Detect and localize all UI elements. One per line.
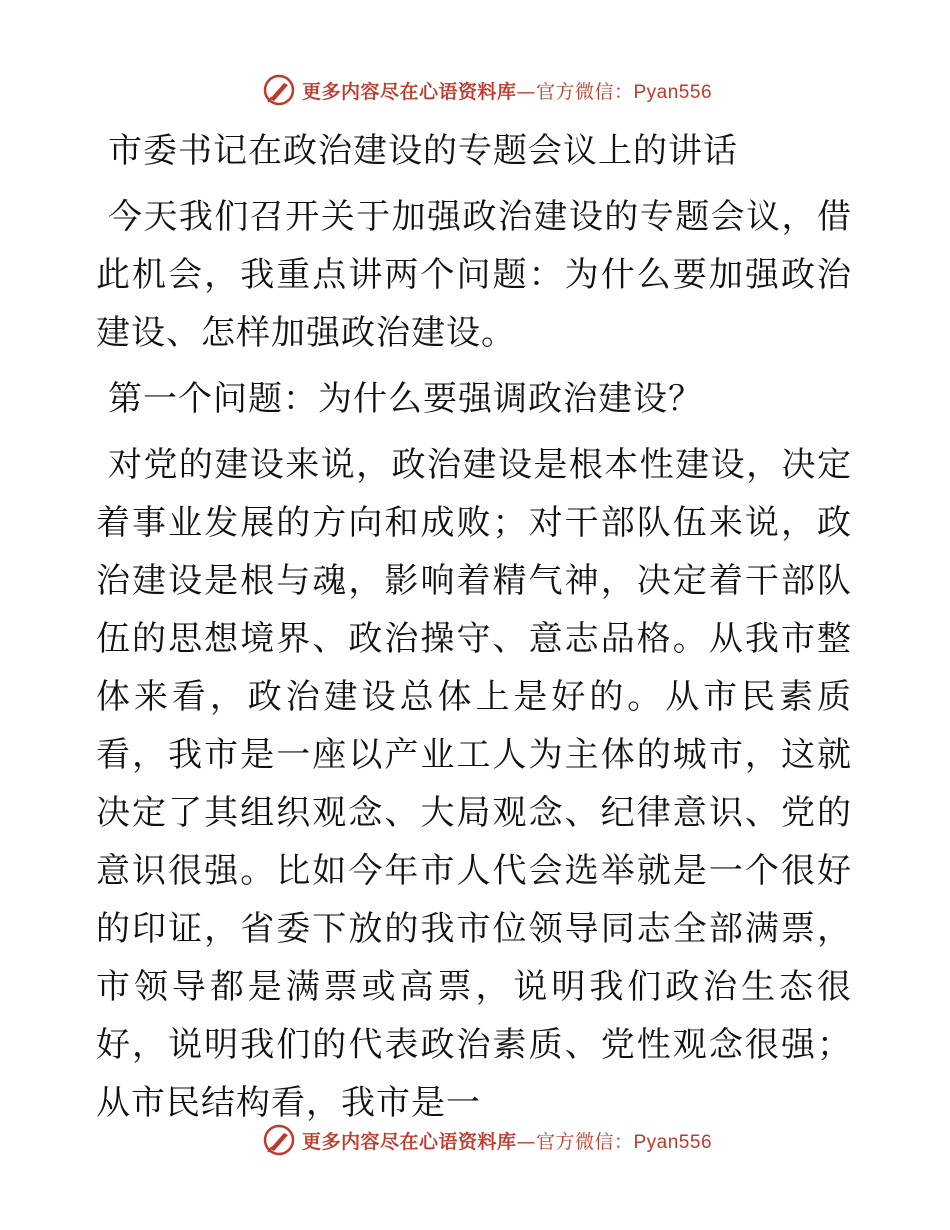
header-banner-text (302, 77, 712, 104)
header-banner-inner (262, 73, 712, 107)
footer-banner-text (302, 1127, 712, 1154)
footer-wechat-id: Pyan556 (633, 1131, 713, 1153)
paragraph-heading-1: 第一个问题：为什么要强调政治建设？ (108, 379, 703, 419)
paragraph-intro: 今天我们召开关于加强政治建设的专题会议，借此机会，我重点讲两个问题：为什么要加强政治建设、怎样加强政治建设。 (96, 197, 852, 353)
quill-logo-icon (262, 1123, 296, 1157)
quill-logo-icon (262, 73, 296, 107)
paragraph-body-1: 对党的建设来说，政治建设是根本性建设，决定着事业发展的方向和成败；对干部队伍来说，政治建设是根与魂，影响着精气神，决定着干部队伍的思想境界、政治操守、意志品格。从我市整体来看，政治建设总体上是好的。从市民素质看，我市是一座以产业工人为主体的城市，这就决定了其组织观念、大局观念、纪律意识、党的意识很强。比如今年市人代会选举就是一个很好的印证，省委下放的我市位领导同志全部满票，市领导都是满票或高票，说明我们政治生态很好，说明我们的代表政治素质、党性观念很强；从市民结构看，我市是一 (96, 445, 852, 1123)
document-body (96, 122, 852, 1140)
header-banner (0, 70, 950, 110)
header-dash: — (516, 80, 536, 103)
header-brand-text: 更多内容尽在心语资料库 (301, 80, 517, 103)
footer-brand-text: 更多内容尽在心语资料库 (301, 1130, 517, 1153)
footer-banner (0, 1120, 950, 1160)
document-title: 市委书记在政治建设的专题会议上的讲话 (108, 131, 738, 171)
footer-wechat-label: 官方微信： (535, 1130, 634, 1153)
header-wechat-label: 官方微信： (535, 80, 634, 103)
footer-banner-inner (262, 1123, 712, 1157)
header-wechat-id: Pyan556 (633, 81, 713, 103)
footer-dash: — (516, 1130, 536, 1153)
